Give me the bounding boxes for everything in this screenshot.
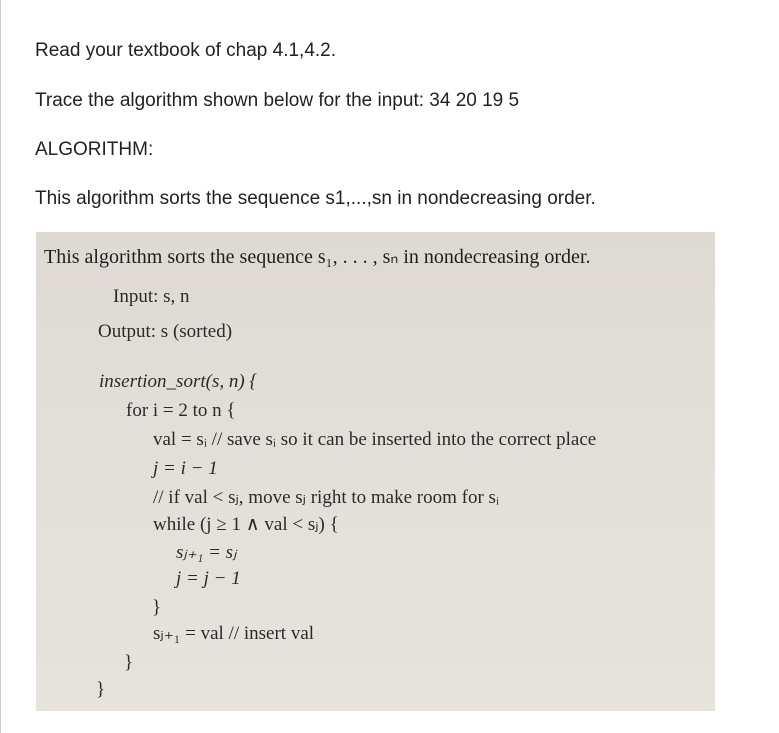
code-line-for-close: }	[124, 652, 134, 673]
figure-title: This algorithm sorts the sequence s₁, . . . , sₙ in nondecreasing order.	[44, 246, 591, 268]
algorithm-description: This algorithm sorts the sequence s1,...,sn in nondecreasing order.	[35, 188, 596, 209]
reading-instruction: Read your textbook of chap 4.1,4.2.	[35, 40, 337, 61]
code-line-comment: // if val < sⱼ, move sⱼ right to make room for sᵢ	[153, 487, 500, 508]
code-line-for-loop: for i = 2 to n {	[126, 400, 236, 421]
code-line-decrement: j = j − 1	[176, 568, 241, 589]
figure-input-line: Input: s, n	[113, 286, 190, 307]
trace-instruction: Trace the algorithm shown below for the input: 34 20 19 5	[35, 90, 520, 111]
algorithm-photo	[36, 232, 715, 711]
code-line-insert: sⱼ₊₁ = val // insert val	[153, 623, 315, 644]
code-line-function-header: insertion_sort(s, n) {	[99, 371, 258, 392]
code-line-shift: sⱼ₊₁ = sⱼ	[176, 542, 237, 563]
algorithm-heading: ALGORITHM:	[35, 139, 154, 160]
code-line-while: while (j ≥ 1 ∧ val < sⱼ) {	[153, 514, 339, 535]
code-line-function-close: }	[96, 679, 106, 700]
figure-output-line: Output: s (sorted)	[98, 321, 233, 342]
code-line-while-close: }	[152, 597, 162, 618]
code-line-set-j: j = i − 1	[153, 458, 218, 479]
code-line-save-val: val = sᵢ // save sᵢ so it can be inserted into the correct place	[153, 429, 597, 450]
